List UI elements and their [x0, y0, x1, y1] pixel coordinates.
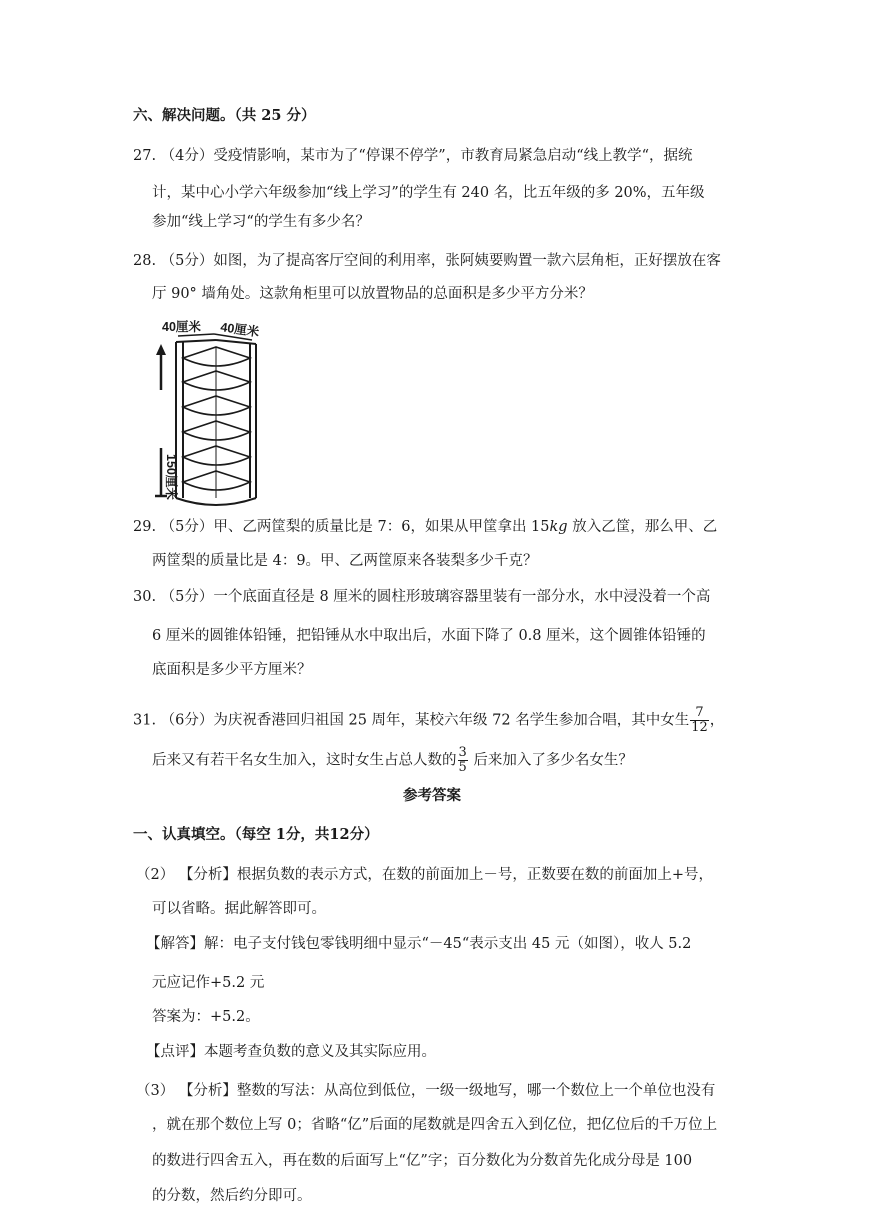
q31-text-c: 后来又有若干名女生加入，这时女生占总人数的: [152, 752, 457, 769]
fraction-numerator: 7: [690, 706, 709, 721]
height-label: 150厘米: [164, 454, 178, 500]
a2-line3: 【解答】解：电子支付钱包零钱明细中显示“－45“表示支出 45 元（如图），收人 5.2: [146, 936, 692, 952]
q30-line2: 6 厘米的圆锥体铅锤，把铅锤从水中取出后，水面下降了 0.8 厘米，这个圆锥体铅锤的: [152, 628, 706, 644]
q29-text-b: 放入乙筐，那么甲、乙: [567, 519, 718, 535]
a3-line4: 的分数，然后约分即可。: [152, 1188, 312, 1204]
a2-line2: 可以省略。据此解答即可。: [152, 901, 326, 917]
q31-line1: [133, 706, 724, 735]
a3-line1: （3） 【分析】整数的写法：从高位到低位，一级一级地写，哪一个数位上一个单位也没有: [136, 1083, 716, 1099]
q31-line2: [152, 746, 633, 775]
q31-text-a: 31. （6分）为庆祝香港回归祖国 25 周年，某校六年级 72 名学生参加合唱，其中女生: [133, 712, 690, 729]
corner-cabinet-figure: [152, 314, 278, 512]
q29-text-a: 29. （5分）甲、乙两筐梨的质量比是 7：6，如果从甲筐拿出 15: [133, 519, 550, 535]
a3-line2: ，就在那个数位上写 0；省略“亿”后面的尾数就是四舍五入到亿位，把亿位后的千万位上: [152, 1117, 718, 1133]
q31-text-d: 后来加入了多少名女生？: [468, 752, 633, 769]
q29-unit: kg: [549, 519, 568, 535]
fraction-denominator: 5: [458, 760, 467, 775]
section-heading: 六、解决问题。（共 25 分）: [133, 107, 316, 124]
fraction-three-fifths: [458, 746, 468, 775]
answers-section-heading: 一、认真填空。（每空 1分，共12分）: [133, 826, 379, 843]
cabinet-shelves: [176, 347, 256, 505]
q27-line1: 27. （4分）受疫情影响，某市为了“停课不停学”，市教育局紧急启动“线上教学“，据统: [133, 148, 693, 164]
a2-line5: 答案为：+5.2。: [152, 1009, 260, 1025]
answers-title: 参考答案: [403, 787, 461, 804]
a2-line1: （2） 【分析】根据负数的表示方式，在数的前面加上－号，正数要在数的前面加上+号，: [136, 867, 713, 883]
fraction-seven-twelfths: [690, 706, 709, 735]
fraction-numerator: 3: [458, 745, 467, 760]
q29-line1: [133, 517, 717, 537]
corner-cabinet-drawing: [152, 314, 278, 512]
q27-line3: 参加“线上学习“的学生有多少名？: [152, 214, 370, 230]
q30-line1: 30. （5分）一个底面直径是 8 厘米的圆柱形玻璃容器里装有一部分水，水中浸没着一个高: [133, 589, 711, 605]
fraction-denominator: 12: [691, 720, 708, 735]
a2-line6: 【点评】本题考查负数的意义及其实际应用。: [146, 1044, 436, 1060]
q28-line2: 厅 90° 墙角处。这款角柜里可以放置物品的总面积是多少平方分米？: [152, 286, 593, 302]
a3-line3: 的数进行四舍五入，再在数的后面写上“亿”字；百分数化为分数首先化成分母是 100: [152, 1153, 693, 1169]
q29-line2: 两筐梨的质量比是 4：9。甲、乙两筐原来各装梨多少千克？: [152, 553, 538, 569]
width-label-left: 40厘米: [162, 320, 201, 334]
q28-line1: 28. （5分）如图，为了提高客厅空间的利用率，张阿姨要购置一款六层角柜，正好摆放在客: [133, 253, 721, 269]
width-label-right: 40厘米: [219, 320, 261, 340]
q27-line2: 计，某中心小学六年级参加“线上学习”的学生有 240 名，比五年级的多 20%，五年级: [152, 185, 705, 201]
q30-line3: 底面积是多少平方厘米？: [152, 662, 312, 678]
a2-line4: 元应记作+5.2 元: [152, 975, 265, 991]
q31-text-b: ，: [709, 712, 725, 729]
